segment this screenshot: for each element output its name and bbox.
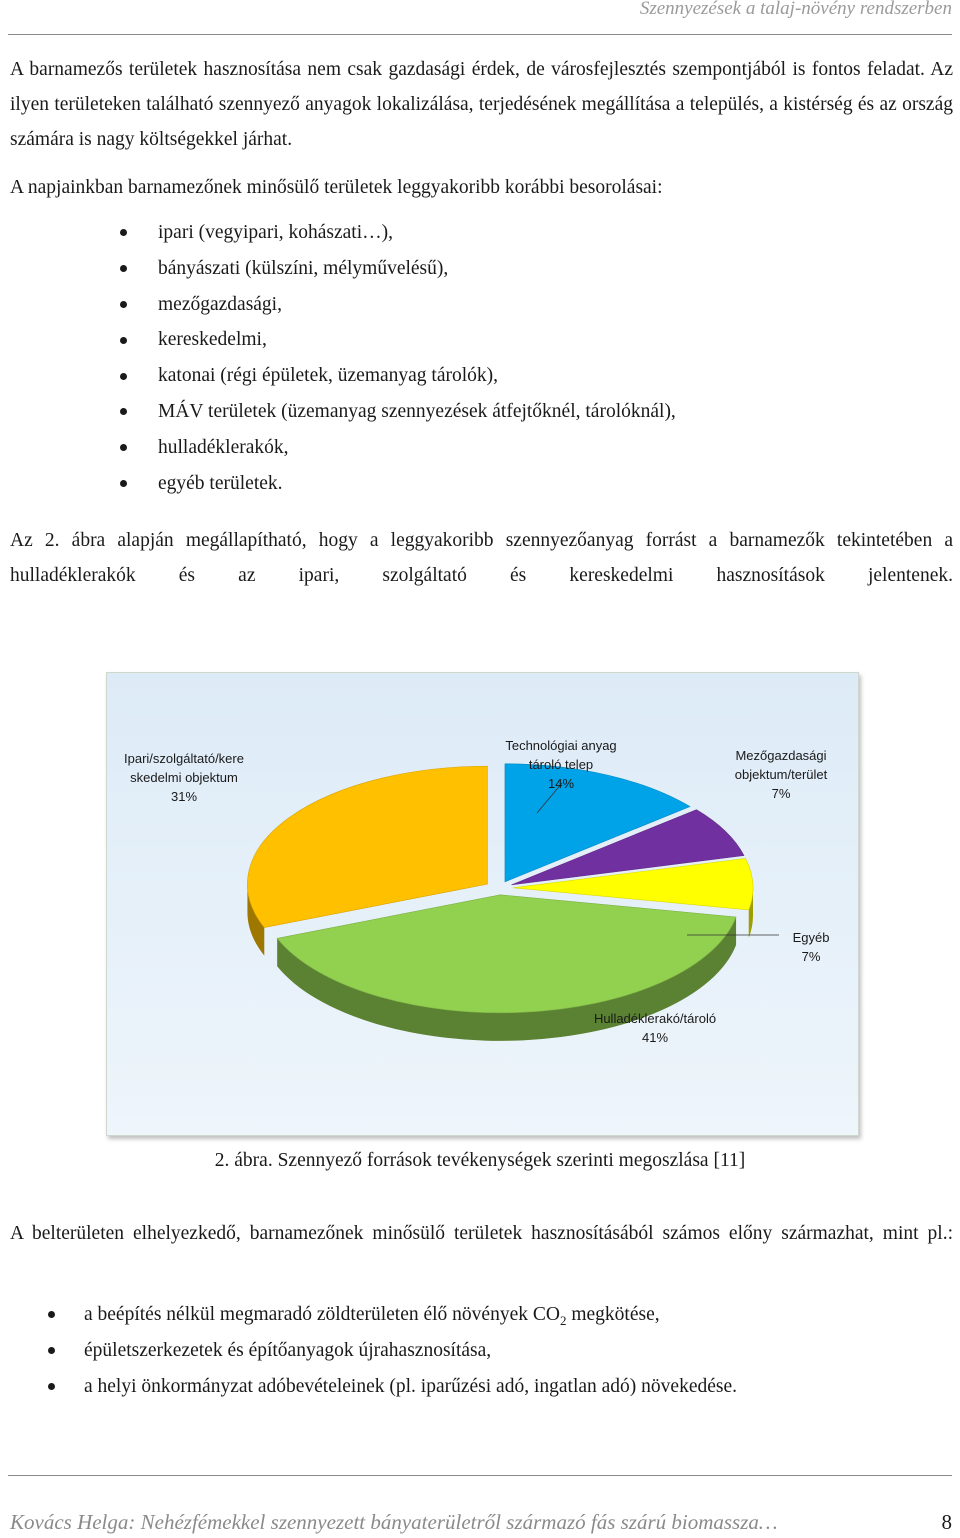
bullet-icon — [120, 337, 127, 344]
list-item — [120, 287, 676, 323]
header-divider — [8, 34, 952, 35]
list-item — [48, 1333, 737, 1369]
pie-chart — [107, 673, 858, 1135]
list-item-text: katonai (régi épületek, üzemanyag tárolók), — [158, 365, 499, 387]
list-item — [120, 430, 676, 466]
list-item — [120, 251, 676, 287]
list-item — [120, 322, 676, 358]
benefits-list — [48, 1297, 737, 1404]
paragraph-benefits: A belterületen elhelyezkedő, barnamezőnek minősülő területek hasznosításából számos előny származhat, mint pl.: — [10, 1223, 953, 1244]
list-item-text: kereskedelmi, — [158, 329, 267, 351]
bullet-icon — [48, 1311, 55, 1318]
benefit-text: épületszerkezetek és építőanyagok újrahasznosítása, — [84, 1339, 492, 1361]
list-item-text: bányászati (külszíni, mélyművelésű), — [158, 257, 449, 279]
footer-divider — [8, 1475, 952, 1476]
slice-label: Hulladéklerakó/tároló 41% — [593, 1011, 717, 1045]
list-item-text: hulladéklerakók, — [158, 436, 289, 458]
slice-label: Technológiai anyag tároló telep 14% — [505, 738, 617, 791]
paragraph-classification-intro: A napjainkban barnamezőnek minősülő területek leggyakoribb korábbi besorolásai: — [10, 177, 663, 198]
bullet-icon — [120, 444, 127, 451]
benefit-text-tail: megkötése, — [566, 1304, 660, 1325]
bullet-icon — [120, 301, 127, 308]
list-item-text: egyéb területek. — [158, 472, 283, 494]
bullet-icon — [48, 1347, 55, 1354]
slice-label: Mezőgazdasági objektum/terület 7% — [734, 748, 828, 801]
figure-caption: 2. ábra. Szennyező források tevékenységek szerinti megoszlása [11] — [214, 1150, 746, 1171]
bullet-icon — [48, 1383, 55, 1390]
list-item — [48, 1297, 737, 1333]
list-item — [120, 215, 676, 251]
list-item-text: mezőgazdasági, — [158, 293, 282, 315]
bullet-icon — [120, 265, 127, 272]
list-item — [120, 466, 676, 502]
paragraph-figure-reference: Az 2. ábra alapján megállapítható, hogy a leggyakoribb szennyezőanyag forrást a barnamezők tekintetében a hulladéklerakók és az ipari, szolgáltató és kereskedelmi hasznosítások jelentenek. — [10, 530, 953, 586]
running-header: Szennyezések a talaj-növény rendszerben — [639, 0, 952, 19]
page-number: 8 — [941, 1510, 952, 1534]
list-item-text: ipari (vegyipari, kohászati…), — [158, 222, 393, 243]
bullet-icon — [120, 373, 127, 380]
pie-slice — [247, 766, 487, 927]
list-item — [120, 394, 676, 430]
subscript: 2 — [559, 1312, 567, 1328]
bullet-icon — [120, 408, 127, 415]
bullet-icon — [120, 229, 127, 236]
slice-label: Ipari/szolgáltató/kere skedelmi objektum 31% — [124, 751, 244, 804]
benefit-text: a beépítés nélkül megmaradó zöldterületen élő növények CO — [84, 1304, 560, 1325]
benefit-text: a helyi önkormányzat adóbevételeinek (pl. iparűzési adó, ingatlan adó) növekedése. — [84, 1375, 737, 1397]
pie-chart-figure — [106, 672, 859, 1136]
list-item — [48, 1369, 737, 1405]
list-item — [120, 358, 676, 394]
bullet-icon — [120, 480, 127, 487]
list-item-text: MÁV területek (üzemanyag szennyezések átfejtőknél, tárolóknál), — [158, 400, 676, 422]
former-use-list — [120, 215, 676, 501]
slice-label: Egyéb 7% — [792, 930, 830, 964]
paragraph-intro: A barnamezős területek hasznosítása nem csak gazdasági érdek, de városfejlesztés szempontjából is fontos feladat. Az ilyen területeken található szennyező anyagok lokalizálása, terjedésének megállítása a település, a kistérség és az ország számára is nagy költségekkel járhat. — [10, 59, 953, 150]
footer-citation: Kovács Helga: Nehézfémekkel szennyezett bányaterületről származó fás szárú biomassza… — [10, 1510, 778, 1534]
